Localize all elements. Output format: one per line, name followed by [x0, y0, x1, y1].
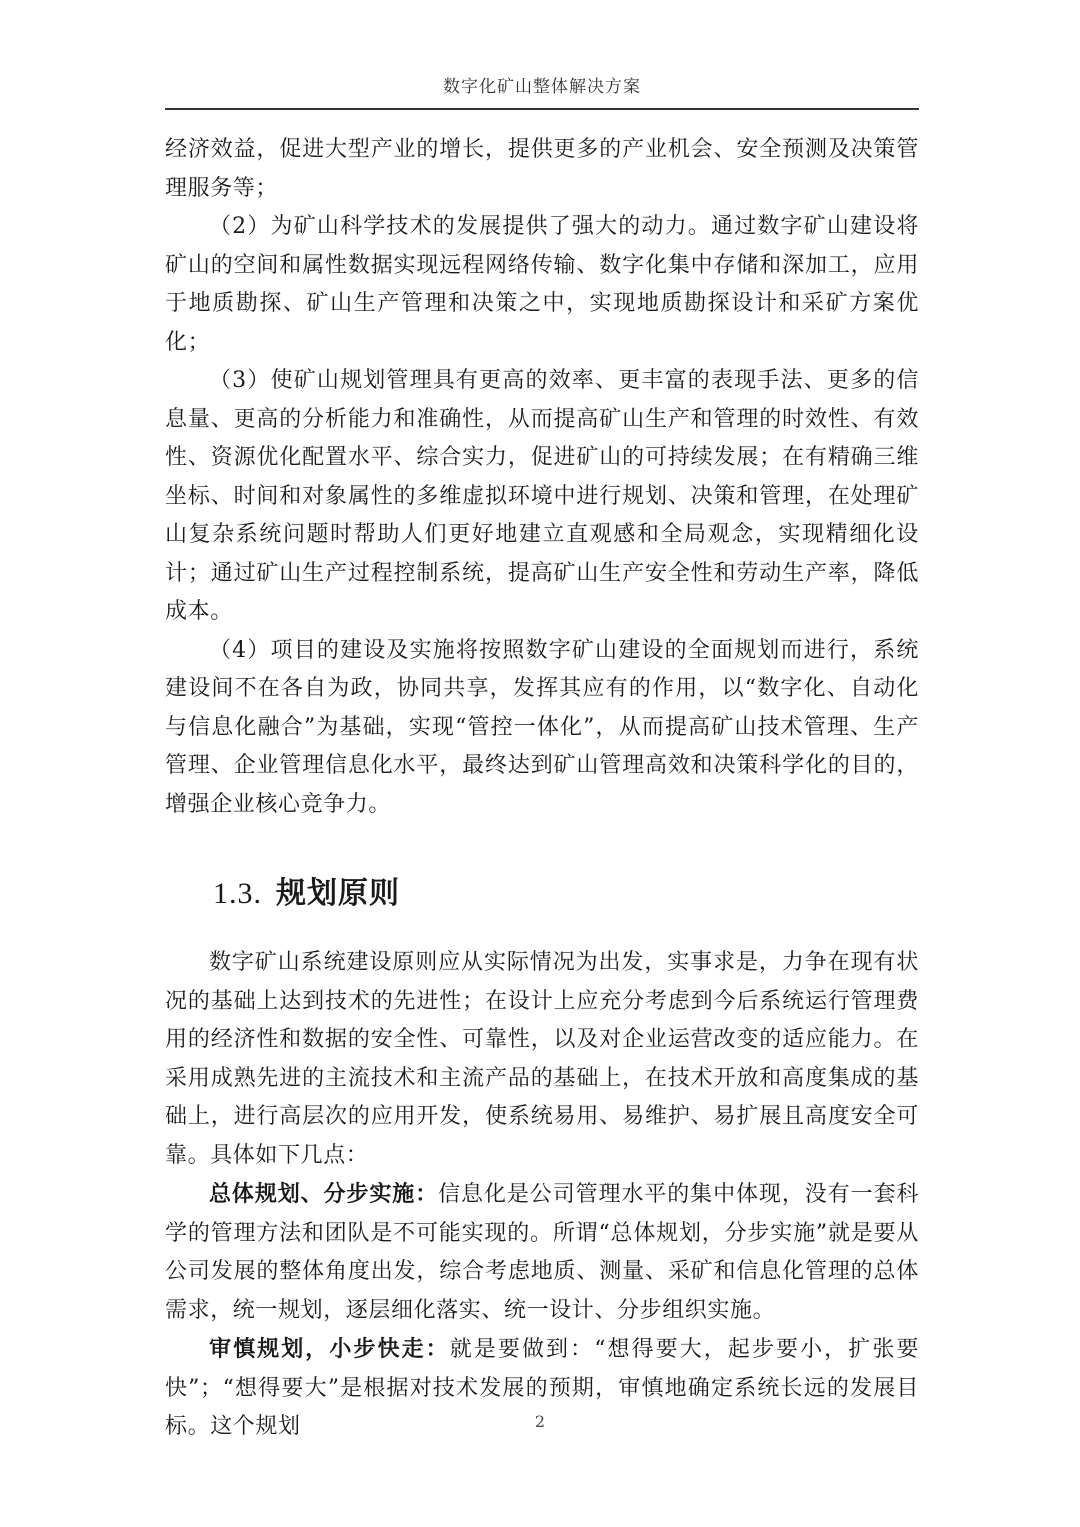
section-intro-paragraph: 数字矿山系统建设原则应从实际情况为出发，实事求是，力争在现有状况的基础上达到技术的先进性；在设计上应充分考虑到今后系统运行管理费用的经济性和数据的安全性、可靠性，以及对企业运营改变的适应能力。在采用成熟先进的主流技术和主流产品的基础上，在技术开放和高度集成的基础上，进行高层次的应用开发，使系统易用、易维护、易扩展且高度安全可靠。具体如下几点： [165, 950, 919, 1168]
header-rule [165, 108, 919, 110]
page-body [165, 131, 919, 1447]
running-header: 数字化矿山整体解决方案 [443, 77, 641, 97]
principle-lead: 审慎规划，小步快走： [209, 1336, 450, 1362]
paragraph-item-2: （2）为矿山科学技术的发展提供了强大的动力。通过数字矿山建设将矿山的空间和属性数据实现远程网络传输、数字化集中存储和深加工，应用于地质勘探、矿山生产管理和决策之中，实现地质勘探设计和采矿方案优化； [165, 214, 919, 355]
principle-lead: 总体规划、分步实施： [209, 1181, 439, 1207]
section-heading [213, 868, 919, 912]
page-number: 2 [534, 1412, 546, 1431]
paragraph-item-3: （3）使矿山规划管理具有更高的效率、更丰富的表现手法、更多的信息量、更高的分析能力和准确性，从而提高矿山生产和管理的时效性、有效性、资源优化配置水平、综合实力，促进矿山的可持续发展；在有精确三维坐标、时间和对象属性的多维虚拟环境中进行规划、决策和管理，在处理矿山复杂系统问题时帮助人们更好地建立直观感和全局观念，实现精细化设计；通过矿山生产过程控制系统，提高矿山生产安全性和劳动生产率，降低成本。 [165, 368, 919, 624]
principle-text: 就是要做到：“想得要大，起步要小，扩张要快”；“想得要大”是根据对技术发展的预期，审慎地确定系统长远的发展目标。这个规划 [165, 1337, 919, 1439]
section-title-text: 规划原则 [276, 876, 400, 911]
paragraph-item-4: （4）项目的建设及实施将按照数字矿山建设的全面规划而进行，系统建设间不在各自为政，协同共享，发挥其应有的作用，以“数字化、自动化与信息化融合”为基础，实现“管控一体化”，从而提高矿山技术管理、生产管理、企业管理信息化水平，最终达到矿山管理高效和决策科学化的目的，增强企业核心竞争力。 [165, 637, 919, 817]
paragraph-continued: 经济效益，促进大型产业的增长，提供更多的产业机会、安全预测及决策管理服务等； [165, 137, 919, 201]
section-number: 1.3. [213, 877, 262, 910]
principle-paragraph [165, 1175, 919, 1330]
principle-text: 信息化是公司管理水平的集中体现，没有一套科学的管理方法和团队是不可能实现的。所谓“总体规划，分步实施”就是要从公司发展的整体角度出发，综合考虑地质、测量、采矿和信息化管理的总体需求，统一规划，逐层细化落实、统一设计、分步组织实施。 [165, 1182, 919, 1323]
